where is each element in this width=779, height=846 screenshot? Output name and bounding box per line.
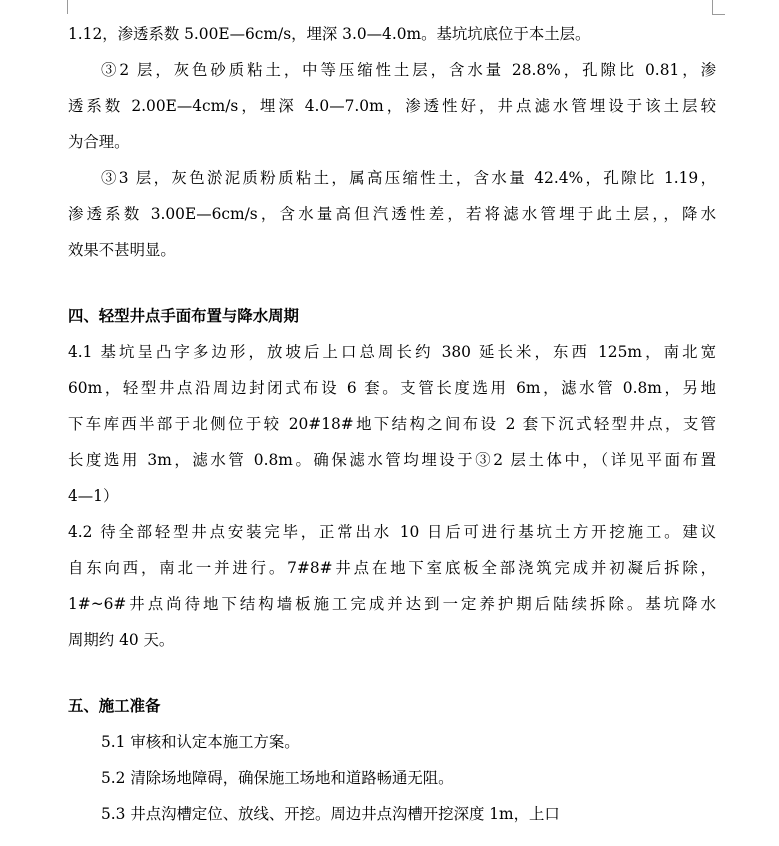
paragraph-line: 为合理。 — [68, 133, 130, 151]
blank-line — [68, 268, 716, 298]
paragraph-line: 效果不甚明显。 — [68, 241, 176, 259]
page-corner-mark-left — [66, 0, 68, 14]
paragraph-line: 4.2 待全部轻型井点安装完毕，正常出水 10 日后可进行基坑土方开挖施工。建议 — [68, 523, 716, 541]
page-corner-mark-right — [712, 0, 725, 15]
blank-line — [68, 658, 716, 688]
paragraph-line: 4.1 基坑呈凸字多边形，放坡后上口总周长约 380 延长米，东西 125m，南北宽 — [68, 343, 716, 361]
paragraph-line: 渗透系数 3.00E—6cm/s，含水量高但汽透性差，若将滤水管埋于此土层，，降水 — [68, 205, 716, 223]
list-item: 5.1 审核和认定本施工方案。 — [101, 733, 300, 751]
paragraph-line: 周期约 40 天。 — [68, 631, 175, 649]
section-heading: 五、施工准备 — [68, 697, 161, 715]
list-item: 5.2 清除场地障碍，确保施工场地和道路畅通无阻。 — [101, 769, 454, 787]
paragraph-line: 下车库西半部于北侧位于较 20#18#地下结构之间布设 2 套下沉式轻型井点，支管 — [68, 415, 716, 433]
paragraph-line: ③3 层，灰色淤泥质粉质粘土，属高压缩性土，含水量 42.4%，孔隙比 1.19， — [101, 169, 716, 187]
section-heading: 四、轻型井点手面布置与降水周期 — [68, 307, 299, 325]
paragraph-line: 透系数 2.00E—4cm/s，埋深 4.0—7.0m，渗透性好，井点滤水管埋设于该土层较 — [68, 97, 716, 115]
list-item: 5.3 井点沟槽定位、放线、开挖。周边井点沟槽开挖深度 1m，上口 — [101, 805, 560, 823]
document-body — [68, 16, 716, 832]
paragraph-line: 1#~6#井点尚待地下结构墙板施工完成并达到一定养护期后陆续拆除。基坑降水 — [68, 595, 716, 613]
paragraph-line: 4—1） — [68, 487, 119, 505]
paragraph-line: 长度选用 3m，滤水管 0.8m。确保滤水管均埋设于③2 层土体中，（详见平面布置 — [68, 451, 716, 469]
paragraph-line: ③2 层，灰色砂质粘土，中等压缩性土层，含水量 28.8%，孔隙比 0.81，渗 — [101, 61, 716, 79]
paragraph-line: 60m，轻型井点沿周边封闭式布设 6 套。支管长度选用 6m，滤水管 0.8m，另地 — [68, 379, 716, 397]
paragraph-line: 自东向西，南北一并进行。7#8#井点在地下室底板全部浇筑完成并初凝后拆除， — [68, 559, 716, 577]
paragraph-line: 1.12，渗透系数 5.00E—6cm/s，埋深 3.0—4.0m。基坑坑底位于本土层。 — [68, 25, 591, 43]
